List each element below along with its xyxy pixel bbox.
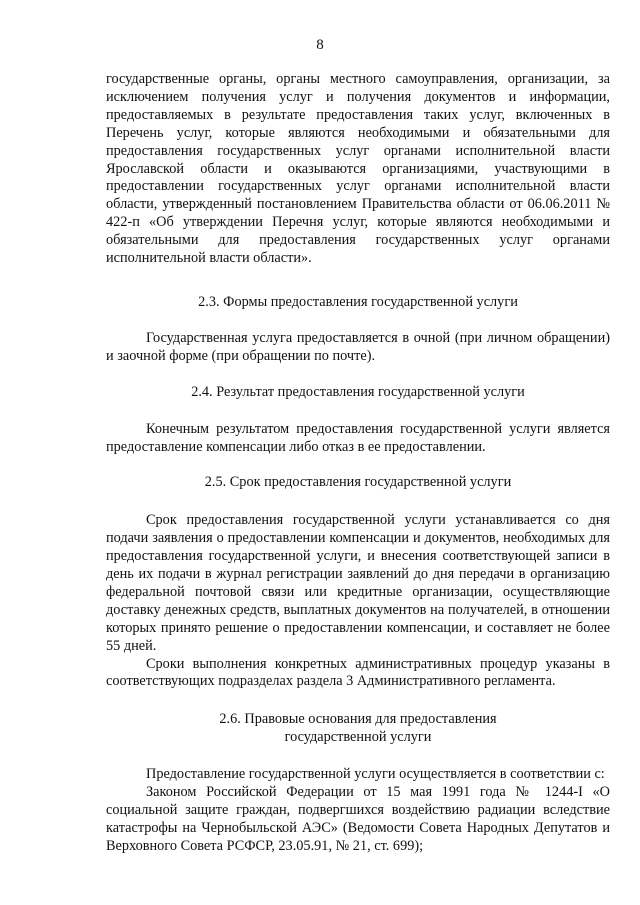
section-2-6-text-1: Предоставление государственной услуги осуществляется в соответствии с: — [146, 766, 605, 783]
paragraph-continuation: государственные органы, органы местного самоуправления, организации, за исключением получения услуг и получения документов и информации, предоставляемых в результате предоставления таких услуг, включенных в Перечень услуг, которые являются необходимыми и обязательными для предоставления государственных услуг органами исполнительной власти Ярославской области и оказываются организациями, участвующими в предоставлении государственных услуг органами исполнительной власти области, утвержденный постановлением Правительства области от 06.06.2011 № 422-п «Об утверждении Перечня услуг, которые являются необходимыми и обязательными для предоставления государственных услуг органами исполнительной власти области». — [106, 71, 610, 267]
section-2-6-heading-line-2: государственной услуги — [284, 729, 432, 746]
section-2-3-heading: 2.3. Формы предоставления государственной услуги — [198, 293, 518, 310]
section-2-6-text-2: Законом Российской Федерации от 15 мая 1991 года № 1244-I «О социальной защите граждан, подвергшихся воздействию радиации вследствие катастрофы на Чернобыльской АЭС» (Ведомости Совета Народных Депутатов и Верховного Совета РСФСР, 23.05.91, № 21, ст. 699); — [106, 784, 610, 854]
section-2-5-heading: 2.5. Срок предоставления государственной услуги — [204, 474, 512, 491]
section-2-4-heading: 2.4. Результат предоставления государственной услуги — [191, 383, 525, 400]
section-2-4-text: Конечным результатом предоставления государственной услуги является предоставление компенсации либо отказ в ее предоставлении. — [106, 420, 610, 455]
document-body — [106, 71, 610, 856]
section-2-5-text-1: Срок предоставления государственной услуги устанавливается со дня подачи заявления о предоставлении компенсации и документов, необходимых для предоставления государственной услуги, и внесения соответствующей записи в день их подачи в журнал регистрации заявлений до дня передачи в организацию федеральной почтовой связи или кредитные организации, осуществляющие доставку денежных средств, выплатных документов на получателей, в отношении которых принято решение о предоставлении компенсации, и составляет не более 55 дней. — [106, 512, 610, 654]
section-2-6-heading — [106, 711, 610, 747]
section-2-6-heading-line-1: 2.6. Правовые основания для предоставления — [219, 711, 497, 728]
page-number: 8 — [316, 37, 324, 53]
section-2-5-text-2: Сроки выполнения конкретных административных процедур указаны в соответствующих подразделах раздела 3 Административного регламента. — [106, 655, 610, 690]
section-2-3-text: Государственная услуга предоставляется в очной (при личном обращении) и заочной форме (при обращении по почте). — [106, 329, 610, 364]
